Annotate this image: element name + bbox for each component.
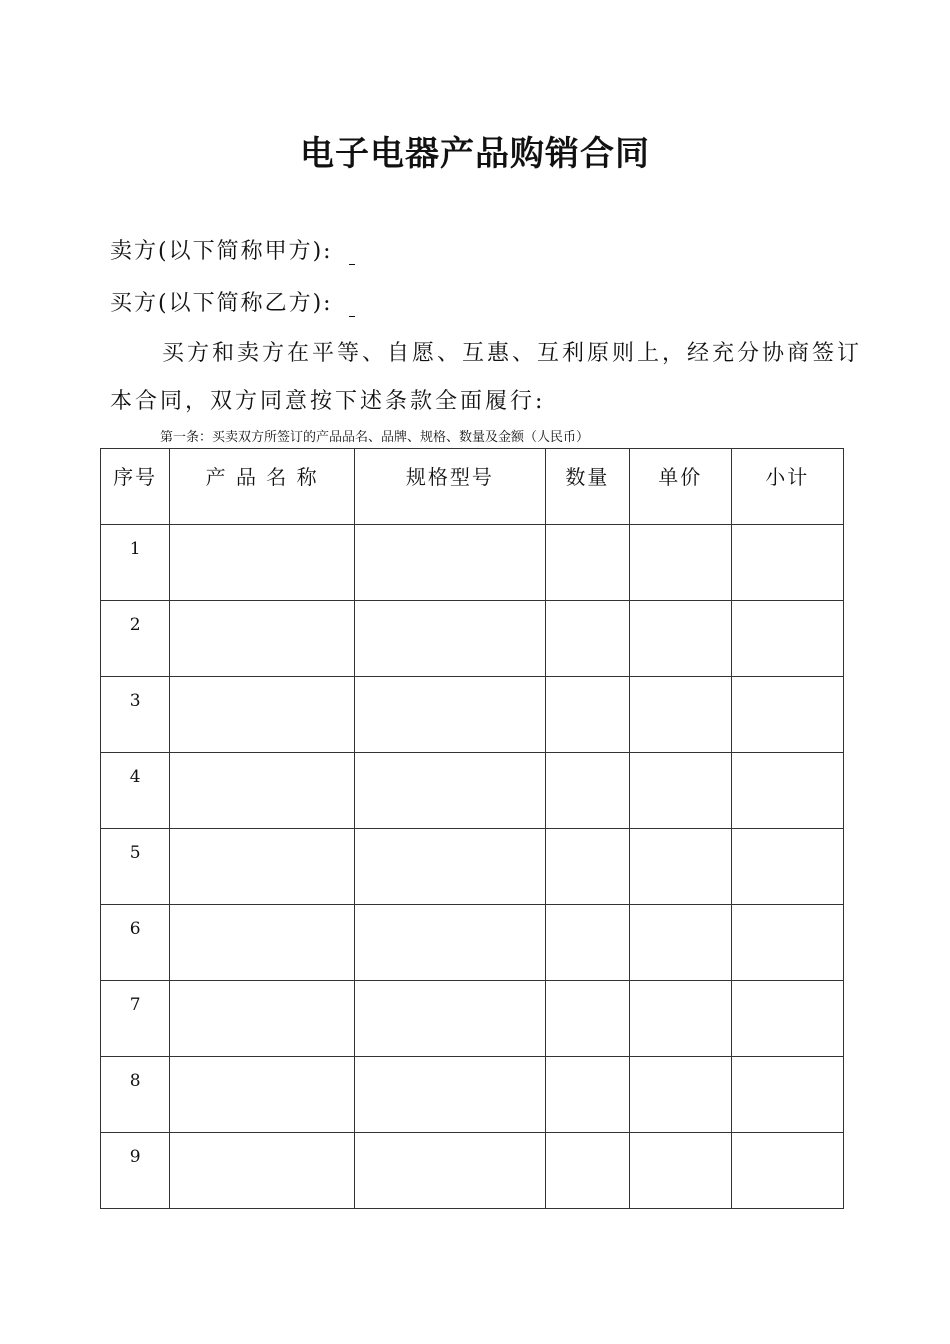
spec-model-cell[interactable] <box>355 753 546 829</box>
quantity-cell[interactable] <box>545 1133 629 1209</box>
subtotal-cell[interactable] <box>731 753 844 829</box>
quantity-cell[interactable] <box>545 677 629 753</box>
product-name-cell[interactable] <box>170 525 355 601</box>
product-name-cell[interactable] <box>170 677 355 753</box>
subtotal-cell[interactable] <box>731 829 844 905</box>
subtotal-cell[interactable] <box>731 981 844 1057</box>
header-unit-price: 单价 <box>630 449 731 525</box>
table-header-row <box>101 449 844 525</box>
quantity-cell[interactable] <box>545 981 629 1057</box>
header-spec-model: 规格型号 <box>355 449 546 525</box>
subtotal-cell[interactable] <box>731 905 844 981</box>
unit-price-cell[interactable] <box>630 1057 731 1133</box>
unit-price-cell[interactable] <box>630 677 731 753</box>
row-index: 1 <box>101 525 170 601</box>
subtotal-cell[interactable] <box>731 525 844 601</box>
table-row <box>101 1057 844 1133</box>
spec-model-cell[interactable] <box>355 677 546 753</box>
header-subtotal: 小计 <box>731 449 844 525</box>
table-row <box>101 677 844 753</box>
buyer-name-blank[interactable] <box>349 296 355 317</box>
spec-model-cell[interactable] <box>355 1057 546 1133</box>
spec-model-cell[interactable] <box>355 981 546 1057</box>
quantity-cell[interactable] <box>545 525 629 601</box>
header-quantity: 数量 <box>545 449 629 525</box>
intro-paragraph-line-1: 买方和卖方在平等、自愿、互惠、互利原则上，经充分协商签订 <box>162 341 863 366</box>
seller-label: 卖方(以下简称甲方): <box>110 239 333 264</box>
product-name-cell[interactable] <box>170 981 355 1057</box>
spec-model-cell[interactable] <box>355 525 546 601</box>
product-name-cell[interactable] <box>170 1057 355 1133</box>
row-index: 9 <box>101 1133 170 1209</box>
unit-price-cell[interactable] <box>630 525 731 601</box>
quantity-cell[interactable] <box>545 1057 629 1133</box>
row-index: 7 <box>101 981 170 1057</box>
unit-price-cell[interactable] <box>630 1133 731 1209</box>
unit-price-cell[interactable] <box>630 981 731 1057</box>
spec-model-cell[interactable] <box>355 1133 546 1209</box>
buyer-label: 买方(以下简称乙方): <box>110 291 333 316</box>
seller-line <box>110 234 355 265</box>
buyer-line <box>110 286 355 317</box>
clause-1-heading: 第一条：买卖双方所签订的产品品名、品牌、规格、数量及金额（人民币） <box>160 430 590 445</box>
header-product-name: 产 品 名 称 <box>170 449 355 525</box>
unit-price-cell[interactable] <box>630 601 731 677</box>
quantity-cell[interactable] <box>545 753 629 829</box>
product-name-cell[interactable] <box>170 829 355 905</box>
product-name-cell[interactable] <box>170 753 355 829</box>
row-index: 2 <box>101 601 170 677</box>
spec-model-cell[interactable] <box>355 829 546 905</box>
row-index: 3 <box>101 677 170 753</box>
contract-title: 电子电器产品购销合同 <box>300 134 650 174</box>
spec-model-cell[interactable] <box>355 601 546 677</box>
subtotal-cell[interactable] <box>731 601 844 677</box>
table-row <box>101 525 844 601</box>
table-row <box>101 905 844 981</box>
product-name-cell[interactable] <box>170 905 355 981</box>
unit-price-cell[interactable] <box>630 753 731 829</box>
unit-price-cell[interactable] <box>630 829 731 905</box>
subtotal-cell[interactable] <box>731 677 844 753</box>
row-index: 8 <box>101 1057 170 1133</box>
table-row <box>101 829 844 905</box>
quantity-cell[interactable] <box>545 601 629 677</box>
spec-model-cell[interactable] <box>355 905 546 981</box>
subtotal-cell[interactable] <box>731 1133 844 1209</box>
quantity-cell[interactable] <box>545 829 629 905</box>
table-row <box>101 601 844 677</box>
quantity-cell[interactable] <box>545 905 629 981</box>
header-index: 序号 <box>101 449 170 525</box>
intro-paragraph-line-2: 本合同，双方同意按下述条款全面履行: <box>110 389 546 414</box>
row-index: 5 <box>101 829 170 905</box>
product-table <box>100 448 844 1209</box>
product-name-cell[interactable] <box>170 601 355 677</box>
table-row <box>101 1133 844 1209</box>
unit-price-cell[interactable] <box>630 905 731 981</box>
subtotal-cell[interactable] <box>731 1057 844 1133</box>
row-index: 6 <box>101 905 170 981</box>
row-index: 4 <box>101 753 170 829</box>
table-row <box>101 981 844 1057</box>
seller-name-blank[interactable] <box>349 244 355 265</box>
product-name-cell[interactable] <box>170 1133 355 1209</box>
table-row <box>101 753 844 829</box>
